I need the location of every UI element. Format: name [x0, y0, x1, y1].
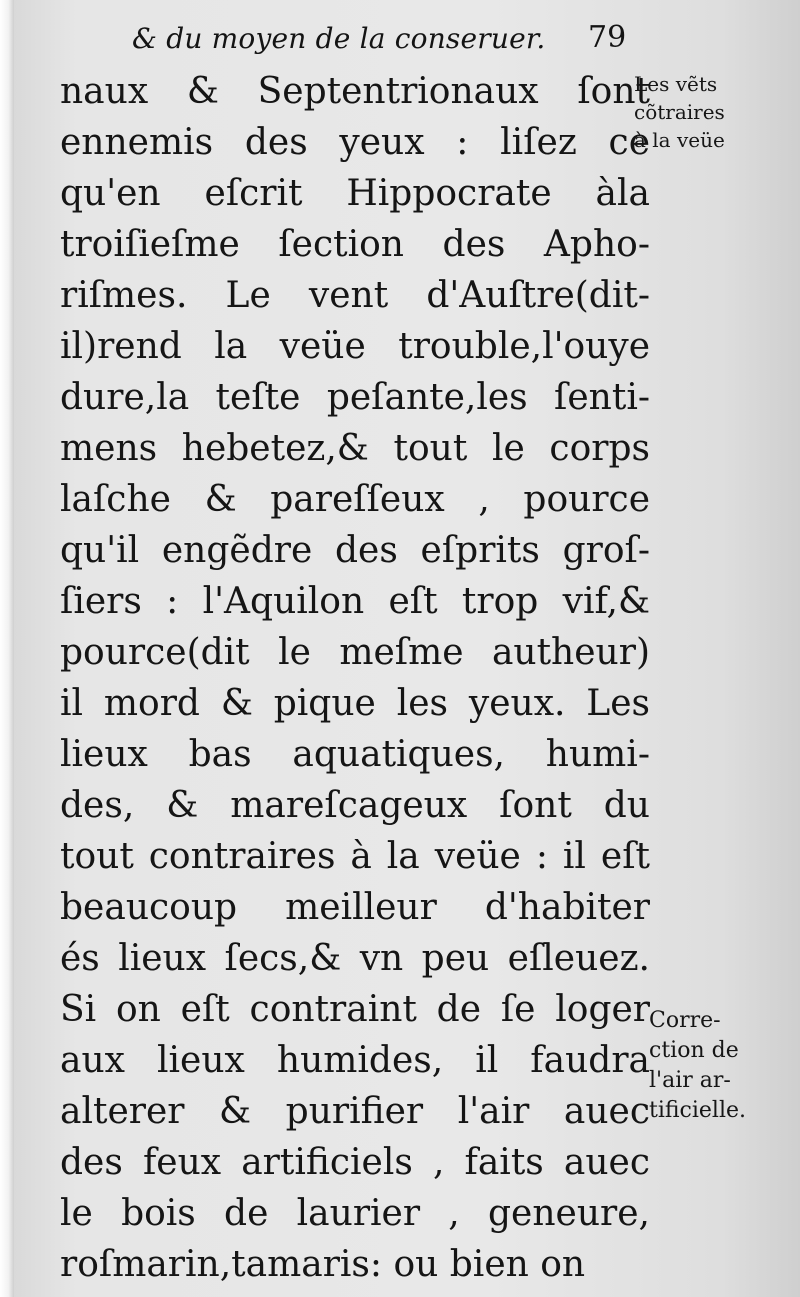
text-line: mens hebetez,& tout le corps	[60, 428, 650, 469]
text-line: laſche & pareſſeux , pource	[60, 479, 650, 520]
marginal-note-line: cõtraires	[634, 100, 725, 124]
page-number: 79	[588, 20, 627, 55]
marginal-note-line: l'air ar-	[649, 1068, 731, 1093]
marginal-note-winds	[634, 70, 725, 154]
text-line: és lieux ſecs,& vn peu eſleuez.	[60, 938, 650, 979]
text-line: Si on eſt contraint de ſe loger	[60, 989, 650, 1030]
text-line: aux lieux humides, il faudra	[60, 1040, 650, 1081]
text-line: beaucoup meilleur d'habiter	[60, 887, 650, 928]
text-line: pource(dit le meſme autheur)	[60, 632, 650, 673]
text-line: lieux bas aquatiques, humi-	[60, 734, 650, 775]
text-line: le bois de laurier , geneure,	[60, 1193, 650, 1234]
text-line: tout contraires à la veüe : il eſt	[60, 836, 650, 877]
marginal-note-line: tificielle.	[649, 1098, 747, 1123]
text-line: dure,la teſte peſante,les ſenti-	[60, 377, 650, 418]
marginal-note-line: Corre-	[649, 1008, 721, 1033]
body-text	[60, 66, 650, 1290]
text-line: riſmes. Le vent d'Auſtre(dit-	[60, 275, 650, 316]
marginal-note-line: Les vẽts	[634, 72, 718, 96]
text-line: alterer & purifier l'air auec	[60, 1091, 650, 1132]
marginal-note-line: à la veüe	[634, 128, 725, 152]
text-line: il)rend la veüe trouble,l'ouye	[60, 326, 650, 367]
text-line: il mord & pique les yeux. Les	[60, 683, 650, 724]
book-page	[14, 0, 800, 1297]
text-line: qu'il engẽdre des eſprits groſ-	[60, 530, 650, 571]
text-line: des feux artificiels , faits auec	[60, 1142, 650, 1183]
running-head: & du moyen de la conseruer.	[132, 22, 546, 55]
left-binding-edge	[0, 0, 14, 1297]
marginal-note-line: ction de	[649, 1038, 739, 1063]
text-line: roſmarin,tamaris: ou bien on	[60, 1244, 586, 1285]
text-line: des, & mareſcageux ſont du	[60, 785, 650, 826]
text-line: ennemis des yeux : liſez ce	[60, 122, 650, 163]
text-line: troiſieſme ſection des Apho-	[60, 224, 650, 265]
text-line: naux & Septentrionaux ſont	[60, 71, 650, 112]
page-header	[114, 22, 654, 66]
text-line: ſiers : l'Aquilon eſt trop vif,&	[60, 581, 650, 622]
text-line: qu'en eſcrit Hippocrate àla	[60, 173, 650, 214]
marginal-note-air-correction	[649, 1006, 746, 1126]
